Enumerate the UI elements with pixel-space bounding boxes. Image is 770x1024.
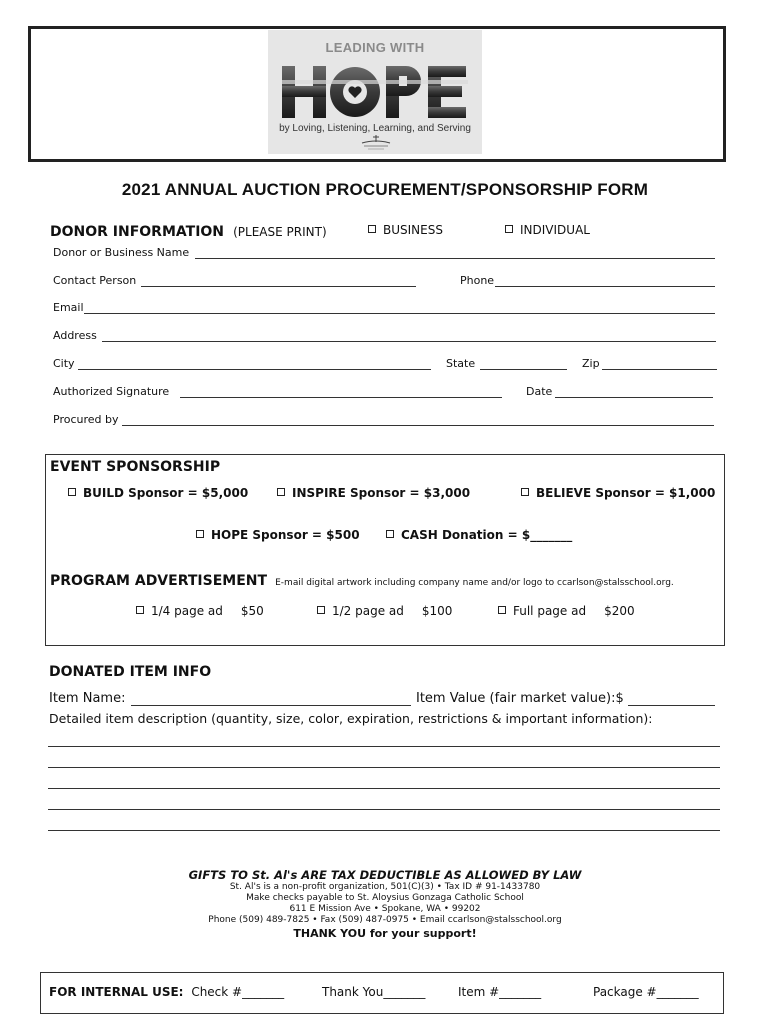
signature-label: Authorized Signature [53,385,170,398]
zip-label: Zip [582,357,600,370]
cash-donation-option[interactable] [386,528,572,542]
description-line-1[interactable] [48,746,720,747]
hope-wordmark-icon [282,66,468,118]
zip-field[interactable] [602,369,717,370]
thank-you-field[interactable]: Thank You_______ [322,985,426,999]
quarter-page-label: 1/4 page ad [151,604,223,618]
half-page-checkbox[interactable] [317,606,325,614]
date-field[interactable] [555,397,713,398]
nonprofit-line: St. Al's is a non-profit organization, 501(C)(3) • Tax ID # 91-1433780 [229,882,541,892]
donor-name-label: Donor or Business Name [53,246,190,259]
hope-label: HOPE Sponsor = $500 [211,528,360,542]
full-page-price: $200 [604,604,635,618]
phone-field[interactable] [495,286,715,287]
inspire-sponsor-option[interactable] [277,486,470,500]
email-field[interactable] [84,313,715,314]
checks-payable-line: Make checks payable to St. Aloysius Gonzaga Catholic School [246,893,524,903]
thank-you-line: THANK YOU for your support! [293,927,477,940]
inspire-label: INSPIRE Sponsor = $3,000 [292,486,471,500]
address-line: 611 E Mission Ave • Spokane, WA • 99202 [289,904,481,914]
believe-sponsor-option[interactable] [521,486,715,500]
city-field[interactable] [78,369,431,370]
internal-use-label: FOR INTERNAL USE: [49,985,184,999]
believe-checkbox[interactable] [521,488,529,496]
advertisement-heading-row [50,570,674,589]
item-value-label: Item Value (fair market value):$ [416,691,624,706]
quarter-page-price: $50 [240,604,264,618]
individual-option[interactable] [505,223,590,237]
description-line-2[interactable] [48,767,720,768]
email-label: Email [53,301,84,314]
build-label: BUILD Sponsor = $5,000 [83,486,249,500]
phone-label: Phone [460,274,495,287]
form-title: 2021 ANNUAL AUCTION PROCUREMENT/SPONSORSHIP FORM [121,180,649,199]
item-name-label: Item Name: [49,691,126,706]
hope-sponsor-option[interactable] [196,528,360,542]
cash-checkbox[interactable] [386,530,394,538]
description-label: Detailed item description (quantity, size, color, expiration, restrictions & important information): [49,711,653,726]
believe-label: BELIEVE Sponsor = $1,000 [536,486,716,500]
advertisement-heading: PROGRAM ADVERTISEMENT [50,573,268,589]
donor-heading-row [50,221,327,240]
build-checkbox[interactable] [68,488,76,496]
description-line-3[interactable] [48,788,720,789]
quarter-page-option[interactable] [136,604,264,618]
contact-field[interactable] [141,286,416,287]
description-line-4[interactable] [48,809,720,810]
sponsorship-heading: EVENT SPONSORSHIP [50,459,221,475]
check-number-field[interactable]: Check #_______ [191,985,285,999]
individual-label: INDIVIDUAL [520,223,590,237]
contact-label: Contact Person [53,274,137,287]
city-label: City [53,357,75,370]
half-page-option[interactable] [317,604,452,618]
date-label: Date [526,385,553,398]
address-label: Address [53,329,97,342]
half-page-label: 1/2 page ad [332,604,404,618]
full-page-checkbox[interactable] [498,606,506,614]
full-page-label: Full page ad [513,604,587,618]
cash-label: CASH Donation = $_______ [401,528,573,542]
school-seal-icon [358,134,394,152]
business-label: BUSINESS [383,223,443,237]
tax-deductible-headline: GIFTS TO St. Al's ARE TAX DEDUCTIBLE AS ALLOWED BY LAW [188,868,582,882]
donated-heading: DONATED ITEM INFO [49,664,212,680]
description-line-5[interactable] [48,830,720,831]
address-field[interactable] [102,341,716,342]
logo [268,30,482,154]
state-field[interactable] [480,369,567,370]
inspire-checkbox[interactable] [277,488,285,496]
individual-checkbox[interactable] [505,225,513,233]
signature-field[interactable] [180,397,502,398]
donor-heading: DONOR INFORMATION [50,224,225,240]
donor-name-field[interactable] [195,258,715,259]
procured-label: Procured by [53,413,119,426]
item-value-field[interactable] [628,705,715,706]
business-option[interactable] [368,223,443,237]
full-page-option[interactable] [498,604,635,618]
advertisement-note: E-mail digital artwork including company name and/or logo to ccarlson@stalsschool.org. [275,578,674,588]
item-number-field[interactable]: Item #_______ [458,985,542,999]
procured-field[interactable] [122,425,714,426]
build-sponsor-option[interactable] [68,486,248,500]
hope-checkbox[interactable] [196,530,204,538]
quarter-page-checkbox[interactable] [136,606,144,614]
donor-note: (PLEASE PRINT) [233,225,327,239]
item-name-field[interactable] [131,705,411,706]
internal-use-row [49,985,284,999]
logo-tagline: by Loving, Listening, Learning, and Serving [279,123,471,134]
contact-line: Phone (509) 489-7825 • Fax (509) 487-0975 • Email ccarlson@stalsschool.org [208,915,562,925]
half-page-price: $100 [421,604,453,618]
state-label: State [446,357,476,370]
logo-top-text: LEADING WITH [325,40,425,55]
business-checkbox[interactable] [368,225,376,233]
package-number-field[interactable]: Package #_______ [593,985,699,999]
